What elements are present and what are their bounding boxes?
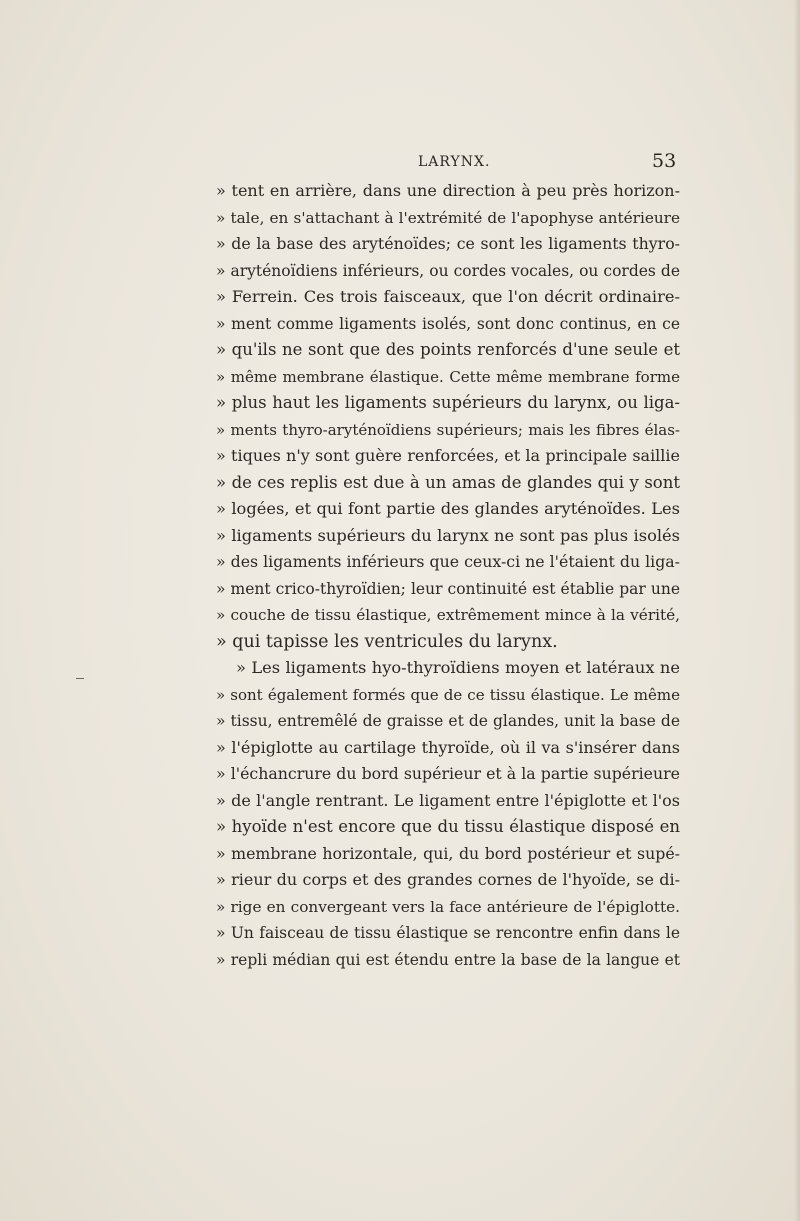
text-line: » tent en arrière, dans une direction à peu près horizon- — [216, 181, 680, 200]
text-line: » Ferrein. Ces trois faisceaux, que l'on décrit ordinaire- — [216, 287, 680, 306]
margin-mark — [76, 678, 84, 679]
text-line: » ment crico-thyroïdien; leur continuité est établie par une — [216, 579, 680, 598]
page-edge — [794, 0, 800, 1221]
text-line: » l'épiglotte au cartilage thyroïde, où il va s'insérer dans — [216, 737, 680, 757]
text-line: » Un faisceau de tissu élastique se rencontre enfin dans le — [216, 924, 680, 942]
text-line: » ligaments supérieurs du larynx ne sont pas plus isolés — [216, 525, 680, 545]
running-title: LARYNX. — [418, 154, 491, 170]
text-line: » membrane horizontale, qui, du bord postérieur et supé- — [216, 843, 680, 863]
text-line: » sont également formés que de ce tissu élastique. Le même — [216, 685, 680, 704]
text-line: » hyoïde n'est encore que du tissu élastique disposé en — [216, 817, 680, 836]
text-line: » tiques n'y sont guère renforcées, et la principale saillie — [216, 446, 680, 465]
text-line: » des ligaments inférieurs que ceux-ci ne l'étaient du liga- — [216, 552, 680, 571]
text-line: » tale, en s'attachant à l'extrémité de l'apophyse antérieure — [216, 208, 680, 227]
text-line: » même membrane élastique. Cette même membrane forme — [216, 367, 680, 386]
text-line: » ments thyro-aryténoïdiens supérieurs; mais les fibres élas- — [216, 420, 680, 439]
text-line: » rige en convergeant vers la face antérieure de l'épiglotte. — [216, 897, 680, 916]
body-text — [216, 178, 680, 973]
text-line: » couche de tissu élastique, extrêmement mince à la vérité, — [216, 606, 680, 624]
text-line: » repli médian qui est étendu entre la base de la langue et — [216, 950, 680, 969]
text-line: » de ces replis est due à un amas de glandes qui y sont — [216, 472, 680, 492]
text-line: » rieur du corps et des grandes cornes de l'hyoïde, se di- — [216, 870, 680, 889]
page-number: 53 — [652, 150, 677, 172]
text-line: » de la base des aryténoïdes; ce sont les ligaments thyro- — [216, 234, 680, 253]
text-line: » aryténoïdiens inférieurs, ou cordes vocales, ou cordes de — [216, 261, 680, 280]
text-line: » Les ligaments hyo-thyroïdiens moyen et latéraux ne — [236, 658, 680, 677]
text-line: » plus haut les ligaments supérieurs du larynx, ou liga- — [216, 393, 680, 412]
text-line: » l'échancrure du bord supérieur et à la partie supérieure — [216, 764, 680, 783]
text-line: » qui tapisse les ventricules du larynx. — [216, 631, 558, 652]
text-line: » qu'ils ne sont que des points renforcés d'une seule et — [216, 340, 680, 359]
text-line: » tissu, entremêlé de graisse et de glandes, unit la base de — [216, 712, 680, 730]
running-header — [0, 150, 800, 176]
text-line: » de l'angle rentrant. Le ligament entre l'épiglotte et l'os — [216, 790, 680, 810]
text-line: » ment comme ligaments isolés, sont donc continus, en ce — [216, 314, 680, 333]
text-line: » logées, et qui font partie des glandes aryténoïdes. Les — [216, 499, 680, 518]
